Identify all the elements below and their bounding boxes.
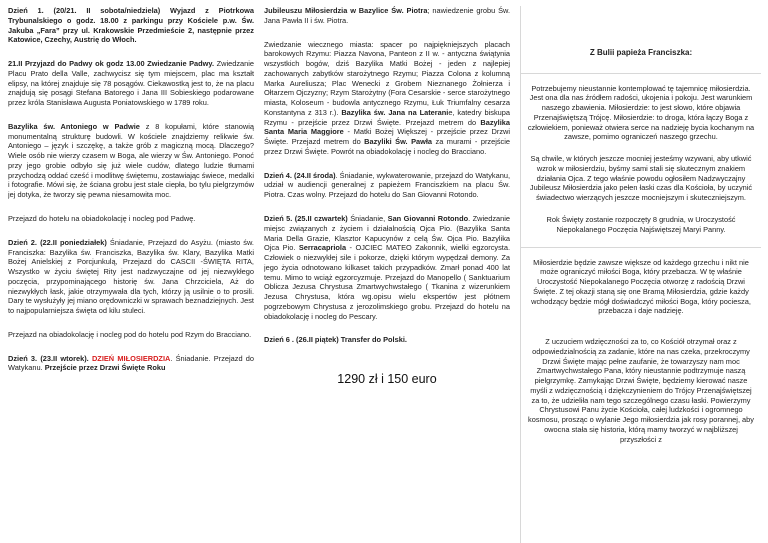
- bull-p1: Potrzebujemy nieustannie kontemplować tę tajemnicę miłosierdzia. Jest ona dla nas źródłem radości, ukojenia i pokoju. Jest warunkiem naszego zbawienia. Miłosierdzie: to jest słowo, które objawia Przenajświętszą Trójcę. Miłosierdzie: to droga, która łączy Boga z człowiekiem, ponieważ otwiera serce na nadzieję bycia kochanym na zawsze, pomimo ograniczeń naszego grzechu.: [527, 83, 755, 142]
- middle-column: [264, 6, 510, 543]
- day1-heading: Dzień 1. (20/21. II sobota/niedziela) Wyjazd z Piotrkowa Trybunalskiego o godz. 18.00 z parkingu przy Kościele p.w. Św. Jakuba „Fara” przy ul. Krakowskie Przedmieście 2, następnie przez Katowice, Czechy, Austrię do Włoch.: [8, 6, 254, 45]
- day5: Dzień 5. (25.II czwartek) Śniadanie, San Giovanni Rotondo. Zwiedzanie miejsc związanych z życiem i działalnością Ojca Pio. (Bazylika Santa Maria Della Grazie, Klasztor Kapucynów z celą Św. Ojca Pio. Bazylika Ojca Pio. Serracapriola - OJCIEC MATEO Zakonnik, wielki egzorcysta. Człowiek o niezwykłej sile i pokorze, dzięki którym wypędzał demony. Za jego życia odnotowano kilkaset takich przypadków. Zmarł ponad 400 lat temu. Mimo to wciąż egzorcyzmuje. Przejazd do Manopello ( Sanktuarium Oblicza Jezusa Chrystusa Zmartwychwstałego ( Tkanina z wizerunkiem Jezusa Chrystusa, która wg.opisu wielu ekspertów jest płótnem pogrzebowym Chrystusa z jerozolimskiego grobu. Przejazd do hotelu na obiadokolację i nocleg do Pescary.: [264, 214, 510, 321]
- rome-tour: Zwiedzanie wiecznego miasta: spacer po najpiękniejszych placach barokowych Rzymu: Piazza Navona, Panteon z II w. - antyczna świątynia wszystkich bogów, dziś Bazylika Matki Bożej - jeden z najlepiej zachowanych zabytków starożytnego Rzymu; Piazza Colona z kolumną Marka Aureliusza; Plac Wenecki z Grobem Nieznanego Żołnierza i Ołtarzem Ojczyzny; Rzym Starożytny (Fora Cesarskie - serce starożytnego miasta, Koloseum - budowla antycznego Rzymu, Łuk Triumfalny cesarza Konstantyna z 313 r.). Bazylika św. Jana na Lateranie, katedry biskupa Rzymu - przejście przez Drzwi Święte. Przejazd metrem do Bazylika Santa Maria Maggiore - Matki Bożej Większej - przejście przez Drzwi Święte. Przejazd metrem do Bazyliki Św. Pawła za murami - przejście przez Drzwi Święte. Powrót na obiadokolację i nocleg do Bracciano.: [264, 39, 510, 156]
- jubilee: Jubileuszu Miłosierdzia w Bazylice Św. Piotra; nawiedzenie grobu Św. Jana Pawła II i św. Piotra.: [264, 6, 510, 25]
- bull-p4: Miłosierdzie będzie zawsze większe od każdego grzechu i nikt nie może ograniczyć miłości Boga, który przebacza. W tę właśnie Uroczystość Niepokalanego Poczęcia otworzę z radością Drzwi Święte. Z tej okazji staną się one Bramą Miłosierdzia, gdzie każdy wchodzący będzie mógł doświadczyć miłości Boga, który pociesza, przebacza i daje nadzieję.: [531, 257, 751, 316]
- bull-title: Z Bulii papieża Franciszka:: [589, 48, 693, 57]
- right-column: [520, 6, 761, 543]
- day3: Dzień 3. (23.II wtorek). DZIEŃ MIŁOSIERDZIA. Śniadanie. Przejazd do Watykanu. Przejście przez Drzwi Święte Roku: [8, 353, 254, 373]
- day2: Dzień 2. (22.II poniedziałek) Śniadanie, Przejazd do Asyżu. (miasto św. Franciszka: Bazylika św. Franciszka, Bazylika św. Klary, Bazylika Matki Bożej Anielskiej z Porcjunkulą, Przejazd do CASCII -ŚWIĘTA RITA, Wszystko w życiu świętej Rity jest nadzwyczajne od jej niezwykłego poczęcia, przypominającego historię św. Jana Chrzciciela, Aż do niezwykłych łask, jakie otrzymywała dla tych, którzy ją usilnie o to prosili. Dary te wysłużyły jej miano orędowniczki w sprawach beznadziejnych. Jest to najpopularniejsza święta od kilu stuleci.: [8, 237, 254, 316]
- basilica-antonio: Bazylika św. Antoniego w Padwie z 8 kopułami, które stanowią monumentalną strukturę budowli. W kościele znajdziemy relikwie św. Antoniego – język i szczękę, a także grób z magiczną mocą. Dlaczego? Wiele osób nie wierzy czasem w Boga, ale wierzy w Św. Antoniego. Ponoć przy jego grobie odbyło się już wiele cudów, dlatego ludzie tłumami przychodzą oddać cześć i modlitwę świętemu, zostawiając świece, medalki i fotografie. Mówi się, że ściana grobu jest stale ciepła, bo tylu pielgrzymów jej dotyka, że tworzy się pewna niesamowita moc.: [8, 121, 254, 200]
- day6: Dzień 6 . (26.II piątek) Transfer do Polski.: [264, 335, 407, 345]
- day4: Dzień 4. (24.II środa). Śniadanie, wykwaterowanie, przejazd do Watykanu, udział w audiencji generalnej z papieżem Franciszkiem na placu Św. Piotra. Czas wolny. Przejazd do hotelu do San Giovanni Rotondo.: [264, 170, 510, 200]
- day1-padua: 21.II Przyjazd do Padwy ok godz 13.00 Zwiedzanie Padwy. Zwiedzanie Placu Prato della Valle, zachwycisz się tym miejscem, plac ma kształt elipsy, na której znajduje się 78 posągów. Ciekawostką jest to, że na placu znajdują się posągi Stefana Batorego i Jana III Sobieskiego podarowane przez króla Stanisława Augusta Poniatowskiego w 1789 roku.: [8, 59, 254, 108]
- bull-p5: Z uczuciem wdzięczności za to, co Kościół otrzymał oraz z odpowiedzialnością za zadanie, które na nas czeka, przekroczymy Drzwi Święte mając pełne zaufanie, że towarzyszy nam moc Zmartwychwstałego Pana, który nieustannie podtrzymuje naszą pielgrzymkę. Zamykając Drzwi Święte, będziemy kierować nasze myśli z wdzięcznością i dziękczynieniem do Trójcy Przenajświętszej za to, że udzieliła nam tego szczególnego czasu łaski. Powierzymy Chrystusowi Panu życie Kościoła, całej ludzkości i ogromnego kosmosu, prosząc o wylanie Jego miłosierdzia jak rosy porannej, aby owocna stała się historia, którą mamy tworzyć w najbliższej przyszłości z: [528, 337, 754, 444]
- bull-p2: Są chwile, w których jeszcze mocniej jesteśmy wzywani, aby utkwić wzrok w miłosierdziu, byśmy sami stali się skutecznym znakiem działania Ojca. Z tego właśnie powodu ogłosiłem Nadzwyczajny Jubileusz Miłosierdzia jako pełen łaski czas dla Kościoła, by uczynić świadectwo wierzących jeszcze mocniejszym i skuteczniejszym.: [529, 154, 753, 203]
- hotel-rome: Przejazd na obiadokolację i nocleg pod do hotelu pod Rzym do Bracciano.: [8, 329, 252, 339]
- left-column: [8, 6, 254, 543]
- hotel-padua: Przejazd do hotelu na obiadokolację i nocleg pod Padwę.: [8, 214, 196, 224]
- price: 1290 zł i 150 euro: [337, 372, 437, 387]
- bull-p3: Rok Święty zostanie rozpoczęty 8 grudnia, w Uroczystość Niepokalanego Poczęcia Najświętszej Maryi Panny.: [546, 214, 736, 234]
